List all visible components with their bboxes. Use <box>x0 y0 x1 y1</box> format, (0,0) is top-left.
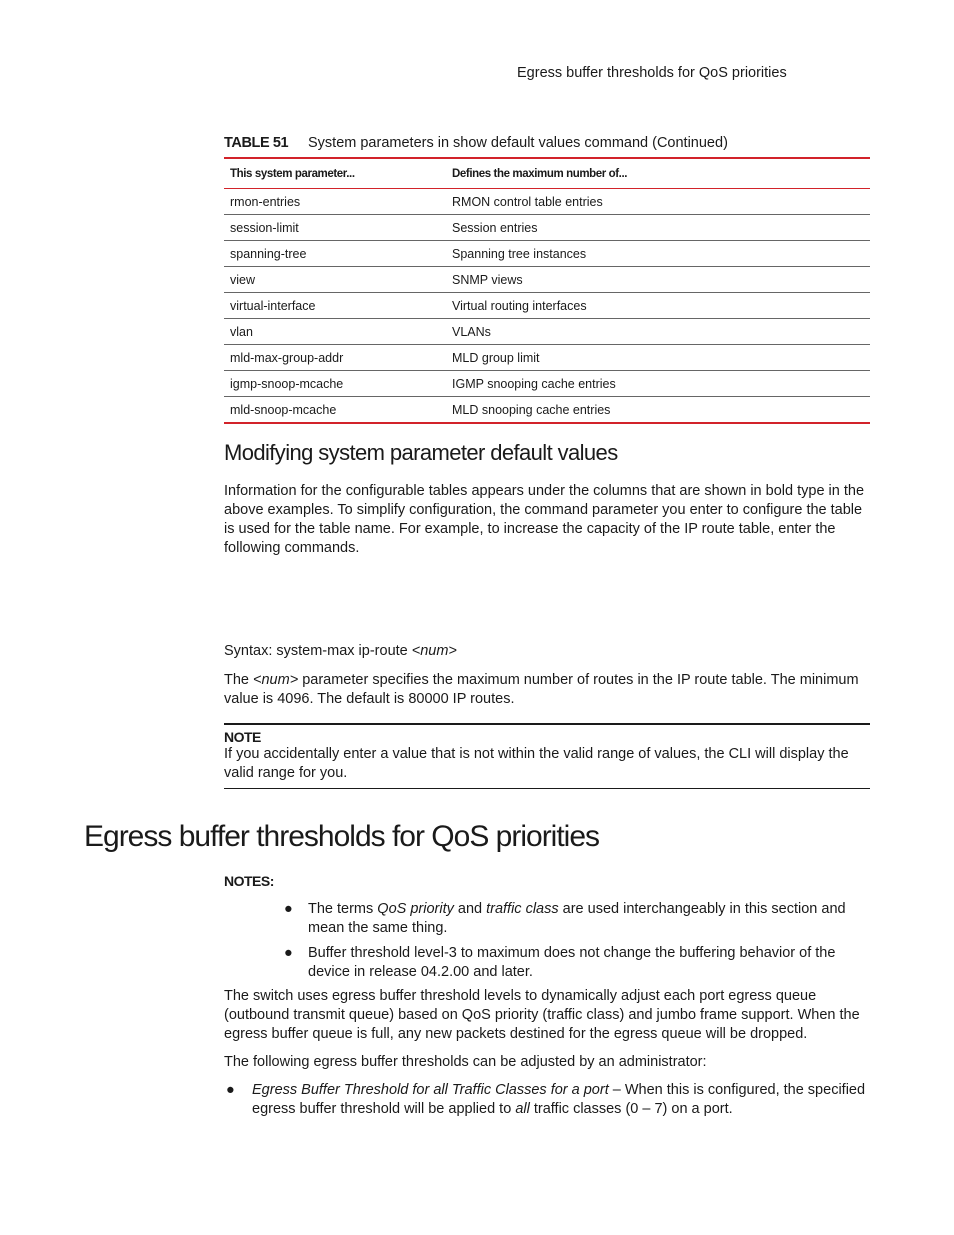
system-parameters-table <box>224 157 870 424</box>
table-row <box>224 215 870 241</box>
param-desc-post: parameter specifies the maximum number of routes in the IP route table. The minimum value is 4096. The default is 80000 IP routes. <box>224 672 859 707</box>
notes-label: NOTES: <box>224 873 274 889</box>
definition-cell: Virtual routing interfaces <box>446 293 870 319</box>
definition-cell: RMON control table entries <box>446 189 870 215</box>
table-row <box>224 345 870 371</box>
note1-a: The terms <box>308 901 378 917</box>
note1-c: are used interchangeably in this section and mean the same thing. <box>308 901 846 936</box>
note-label: NOTE <box>224 729 261 745</box>
table-caption <box>224 135 728 151</box>
table-row <box>224 371 870 397</box>
table-row <box>224 267 870 293</box>
threshold-item-all: all <box>515 1101 530 1117</box>
bullet-icon: ● <box>284 945 293 961</box>
parameter-cell: rmon-entries <box>224 189 446 215</box>
param-description <box>224 671 872 709</box>
note-text: If you accidentally enter a value that is not within the valid range of values, the CLI will display the valid range for you. <box>224 746 849 781</box>
table-caption-text: System parameters in show default values command (Continued) <box>308 135 728 151</box>
threshold-item-title: Egress Buffer Threshold for all Traffic Classes for a port <box>252 1082 609 1098</box>
parameter-cell: virtual-interface <box>224 293 446 319</box>
definition-cell: Spanning tree instances <box>446 241 870 267</box>
note2-text: Buffer threshold level-3 to maximum does not change the buffering behavior of the device in release 04.2.00 and later. <box>308 945 836 980</box>
bullet-icon: ● <box>284 901 293 917</box>
running-header: Egress buffer thresholds for QoS priorities <box>517 65 787 81</box>
param-desc-pre: The <box>224 672 254 688</box>
definition-cell: MLD snooping cache entries <box>446 397 870 424</box>
note-box <box>224 723 870 789</box>
definition-cell: SNMP views <box>446 267 870 293</box>
definition-cell: VLANs <box>446 319 870 345</box>
table-header-row <box>224 158 870 189</box>
note1-b: and <box>453 901 487 917</box>
threshold-item-b: traffic classes (0 – 7) on a port. <box>529 1101 733 1117</box>
note-bullet-2 <box>284 944 868 982</box>
parameter-cell: spanning-tree <box>224 241 446 267</box>
note-bullet-1 <box>284 900 868 938</box>
parameter-cell: vlan <box>224 319 446 345</box>
parameter-cell: mld-max-group-addr <box>224 345 446 371</box>
parameter-cell: mld-snoop-mcache <box>224 397 446 424</box>
note1-term-2: traffic class <box>486 901 559 917</box>
definition-cell: IGMP snooping cache entries <box>446 371 870 397</box>
definition-cell: MLD group limit <box>446 345 870 371</box>
table-row <box>224 397 870 424</box>
table-row <box>224 241 870 267</box>
threshold-item-bullet <box>226 1081 868 1119</box>
table-row <box>224 319 870 345</box>
column-header-parameter: This system parameter... <box>224 158 446 189</box>
definition-cell: Session entries <box>446 215 870 241</box>
note1-term-1: QoS priority <box>377 901 454 917</box>
section-heading-modify: Modifying system parameter default values <box>224 440 618 465</box>
parameter-cell: view <box>224 267 446 293</box>
table-number: TABLE 51 <box>224 135 289 151</box>
parameter-cell: session-limit <box>224 215 446 241</box>
param-desc-param: <num> <box>253 672 299 688</box>
column-header-defines: Defines the maximum number of... <box>446 158 870 189</box>
bullet-icon: ● <box>226 1082 235 1098</box>
egress-paragraph-2: The following egress buffer thresholds can be adjusted by an administrator: <box>224 1054 707 1070</box>
modify-intro-paragraph: Information for the configurable tables appears under the columns that are shown in bold type in the above examples. To simplify configuration, the command parameter you enter to configure the table is used for the table name. For example, to increase the capacity of the IP route table, enter the following commands. <box>224 483 865 556</box>
syntax-line <box>224 643 457 659</box>
table-row <box>224 293 870 319</box>
syntax-param: <num> <box>411 643 457 659</box>
section-heading-egress: Egress buffer thresholds for QoS priorities <box>84 820 600 853</box>
syntax-command: Syntax: system-max ip-route <box>224 643 412 659</box>
parameter-cell: igmp-snoop-mcache <box>224 371 446 397</box>
egress-paragraph-1: The switch uses egress buffer threshold levels to dynamically adjust each port egress queue (outbound transmit queue) based on QoS priority (traffic class) and jumbo frame support. When the egress buffer queue is full, any new packets destined for the egress queue will be dropped. <box>224 988 860 1042</box>
threshold-item-a: – When this is configured, the specified egress buffer threshold will be applied to <box>252 1082 866 1117</box>
table-row <box>224 189 870 215</box>
